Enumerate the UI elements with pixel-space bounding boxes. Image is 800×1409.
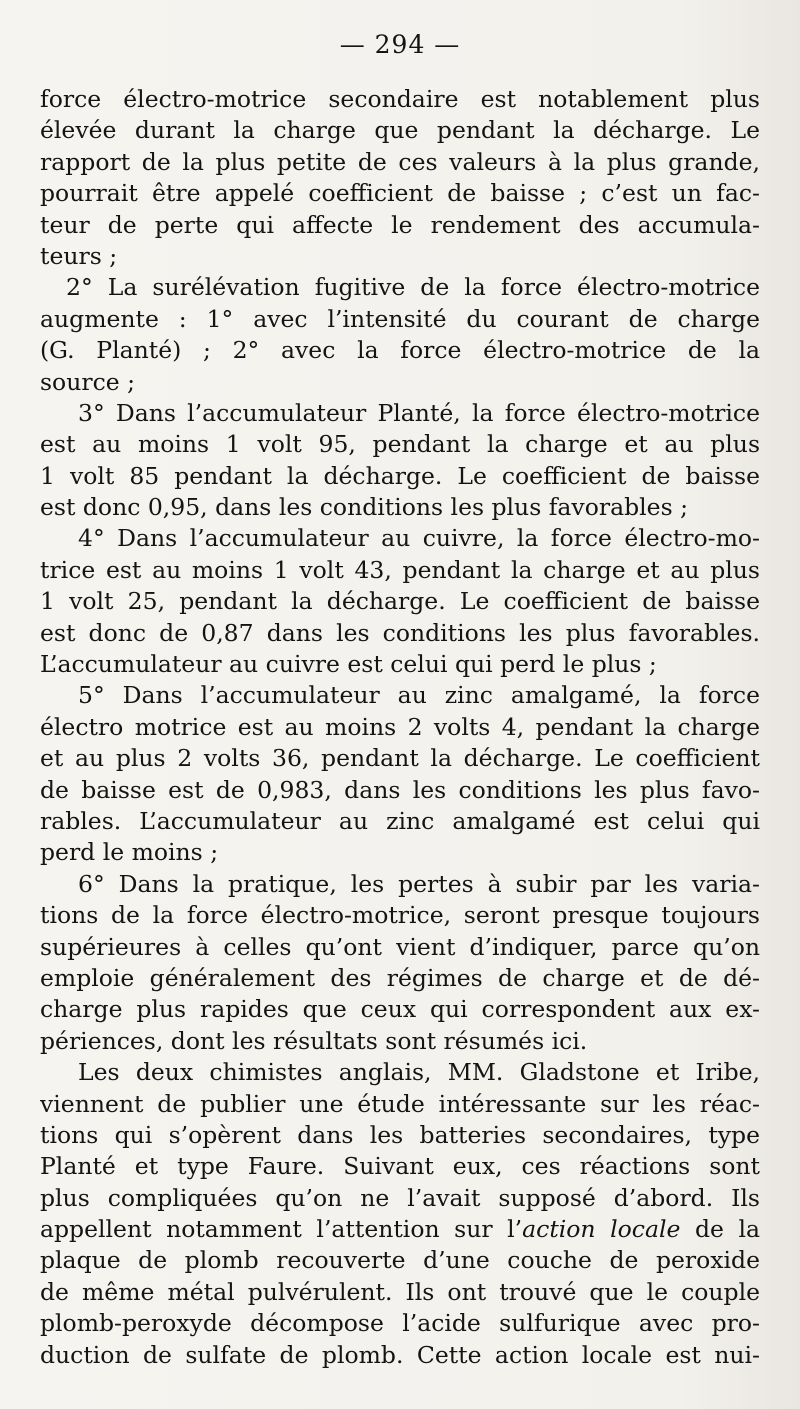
text-line: duction de sulfate de plomb. Cette action locale est nui- [40,1340,760,1369]
text-line: viennent de publier une étude intéressante sur les réac- [40,1089,760,1118]
text-line-with-italic [40,1214,760,1245]
text-line: et au plus 2 volts 36, pendant la décharge. Le coefficient [40,744,760,773]
text-line: L’accumulateur au cuivre est celui qui perd le plus ; [40,650,657,679]
text-line: plaque de plomb recouverte d’une couche de peroxide [40,1246,760,1275]
text-line: source ; [40,367,136,396]
text-line: 2° La surélévation fugitive de la force électro-motrice [66,273,760,302]
text-line: est au moins 1 volt 95, pendant la charge et au plus [40,430,760,459]
text-line: teur de perte qui affecte le rendement des accumula- [40,210,760,239]
text-line: Planté et type Faure. Suivant eux, ces réactions sont [40,1152,760,1181]
text-line: (G. Planté) ; 2° avec la force électro-motrice de la [40,336,760,365]
text-line: emploie généralement des régimes de charge et de dé- [40,963,760,992]
text-line: 6° Dans la pratique, les pertes à subir par les varia- [78,869,760,898]
text-line: perd le moins ; [40,838,219,867]
body-text [40,84,760,1371]
text-line: Les deux chimistes anglais, MM. Gladstone et Iribe, [78,1058,760,1087]
text-segment: de la [680,1215,760,1244]
text-line: plus compliquées qu’on ne l’avait supposé d’abord. Ils [40,1183,760,1212]
text-line: 1 volt 25, pendant la décharge. Le coefficient de baisse [40,587,760,616]
text-line: augmente : 1° avec l’intensité du courant de charge [40,304,760,333]
text-line: plomb-peroxyde décompose l’acide sulfurique avec pro- [40,1309,760,1338]
text-line: est donc de 0,87 dans les conditions les plus favorables. [40,618,760,647]
text-line: tions de la force électro-motrice, seront presque toujours [40,901,760,930]
text-line: élevée durant la charge que pendant la décharge. Le [40,116,760,145]
text-line: supérieures à celles qu’ont vient d’indiquer, parce qu’on [40,932,760,961]
text-line: 3° Dans l’accumulateur Planté, la force électro-motrice [78,398,760,427]
text-line: pourrait être appelé coefficient de baisse ; c’est un fac- [40,179,760,208]
text-line: charge plus rapides que ceux qui correspondent aux ex- [40,995,760,1024]
page-number: — 294 — [339,30,461,59]
text-segment: appellent notamment l’attention sur l’ [40,1215,523,1244]
text-line: 5° Dans l’accumulateur au zinc amalgamé, la force [78,681,760,710]
italic-phrase: action locale [522,1215,681,1244]
text-line: rables. L’accumulateur au zinc amalgamé est celui qui [40,806,760,835]
text-line: rapport de la plus petite de ces valeurs à la plus grande, [40,147,760,176]
text-line: 1 volt 85 pendant la décharge. Le coefficient de baisse [40,461,760,490]
text-line: tions qui s’opèrent dans les batteries secondaires, type [40,1120,760,1149]
text-line: 4° Dans l’accumulateur au cuivre, la force électro-mo- [78,524,760,553]
text-line: teurs ; [40,241,118,270]
text-line: de baisse est de 0,983, dans les conditions les plus favo- [40,775,760,804]
text-line: de même métal pulvérulent. Ils ont trouvé que le couple [40,1277,760,1306]
text-line: force électro-motrice secondaire est notablement plus [40,85,760,113]
text-line: électro motrice est au moins 2 volts 4, pendant la charge [40,712,760,741]
text-line: est donc 0,95, dans les conditions les plus favorables ; [40,493,689,522]
text-line: trice est au moins 1 volt 43, pendant la charge et au plus [40,555,760,584]
text-line: périences, dont les résultats sont résumés ici. [40,1026,588,1055]
